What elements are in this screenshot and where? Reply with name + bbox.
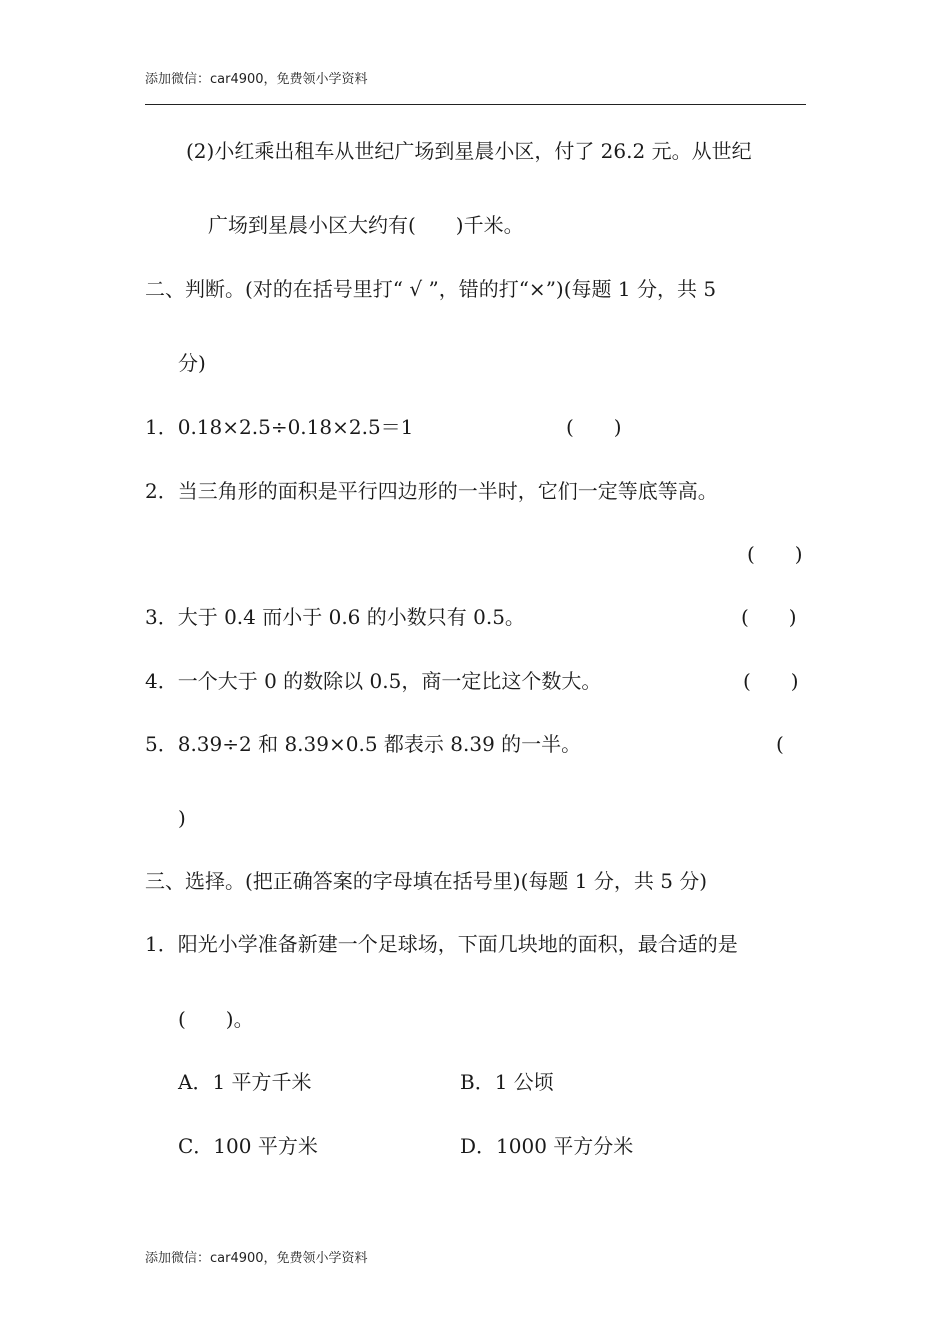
tf-item-2-answer-blank[interactable]: ( ) xyxy=(747,542,803,566)
tf-item-3-text: 3．大于 0.4 而小于 0.6 的小数只有 0.5。 xyxy=(145,605,525,629)
mc-q1-option-c: C．100 平方米 xyxy=(178,1134,318,1158)
tf-item-5-answer-close: ) xyxy=(178,806,186,830)
mc-q1-answer-blank[interactable]: ( )。 xyxy=(178,1007,254,1031)
section2-heading-line2: 分) xyxy=(178,351,206,375)
q1-part2-line2: 广场到星晨小区大约有( )千米。 xyxy=(208,213,524,237)
q1-part2-line1: (2)小红乘出租车从世纪广场到星晨小区，付了 26.2 元。从世纪 xyxy=(186,139,752,163)
mc-q1-line1: 1．阳光小学准备新建一个足球场，下面几块地的面积，最合适的是 xyxy=(145,932,738,956)
tf-item-4-answer-blank[interactable]: ( ) xyxy=(743,669,799,693)
tf-item-1-answer-blank[interactable]: ( ) xyxy=(566,415,622,439)
tf-item-2-text: 2．当三角形的面积是平行四边形的一半时，它们一定等底等高。 xyxy=(145,479,718,503)
section2-heading-line1: 二、判断。(对的在括号里打“ √ ”，错的打“×”)(每题 1 分，共 5 xyxy=(145,277,717,301)
footer-watermark-note: 添加微信：car4900，免费领小学资料 xyxy=(145,1251,368,1266)
header-divider xyxy=(145,104,806,105)
mc-q1-option-b: B．1 公顷 xyxy=(460,1070,554,1094)
section3-heading: 三、选择。(把正确答案的字母填在括号里)(每题 1 分，共 5 分) xyxy=(145,869,708,893)
header-watermark-note: 添加微信：car4900，免费领小学资料 xyxy=(145,72,368,87)
tf-item-5-text: 5．8.39÷2 和 8.39×0.5 都表示 8.39 的一半。 xyxy=(145,732,582,756)
mc-q1-option-d: D．1000 平方分米 xyxy=(460,1134,634,1158)
mc-q1-option-a: A．1 平方千米 xyxy=(178,1070,312,1094)
tf-item-1-text: 1．0.18×2.5÷0.18×2.5＝1 xyxy=(145,415,414,439)
tf-item-4-text: 4．一个大于 0 的数除以 0.5，商一定比这个数大。 xyxy=(145,669,602,693)
tf-item-5-answer-open[interactable]: ( xyxy=(776,732,784,756)
tf-item-3-answer-blank[interactable]: ( ) xyxy=(741,605,797,629)
